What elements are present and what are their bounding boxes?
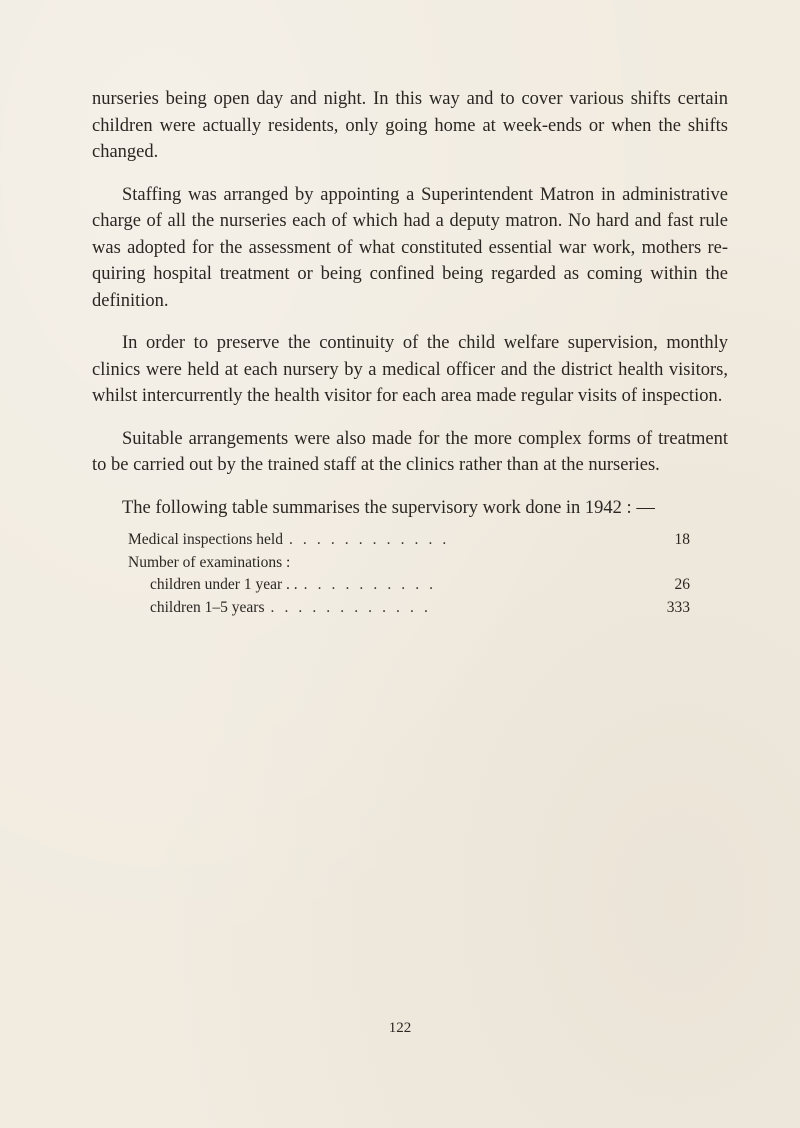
leader-dots: . . . . . . . . . . <box>303 576 437 593</box>
supervisory-work-table <box>128 529 690 619</box>
table-row <box>128 574 690 597</box>
leader-dots: . . . . . . . . . . . . <box>288 531 450 548</box>
row-value: 333 <box>666 598 690 616</box>
paragraph-treatment: Suitable arrangements were also made for the more complex forms of treatment to be carried out by the trained staff at the clinics rather than at the nurseries. <box>92 428 728 475</box>
row-label: children under 1 year . . <box>150 576 298 593</box>
paragraph-continuity: In order to preserve the continuity of the child welfare supervision, monthly clinics were held at each nursery by a medical officer and the district health visitors, whilst intercurrently the health visitor for each area made regular visits of inspection. <box>92 333 728 406</box>
table-row <box>128 597 690 620</box>
page-number: 122 <box>388 1020 412 1036</box>
document-body <box>92 86 728 619</box>
row-value: 26 <box>674 576 690 593</box>
table-row <box>128 552 690 575</box>
row-label: children 1–5 years <box>150 598 265 616</box>
row-label: Medical inspections held <box>128 531 283 548</box>
paragraph-staffing: Staffing was arranged by appointing a Superintendent Matron in administrative charge of all the nurseries each of which had a deputy matron. No hard and fast rule was adopted for the assessment of what constituted essential war work, mothers re- quiring hospital treatment or being confined being regarded as coming within the definition. <box>92 184 728 311</box>
paragraph-continuation: nurseries being open day and night. In this way and to cover various shifts certain children were actually residents, only going home at week-ends or when the shifts changed. <box>92 89 728 162</box>
table-row <box>128 529 690 552</box>
row-label: Number of examinations : <box>128 553 291 571</box>
row-value: 18 <box>674 531 690 548</box>
table-intro: The following table summarises the supervisory work done in 1942 : — <box>122 497 655 518</box>
leader-dots: . . . . . . . . . . . . <box>270 598 431 616</box>
